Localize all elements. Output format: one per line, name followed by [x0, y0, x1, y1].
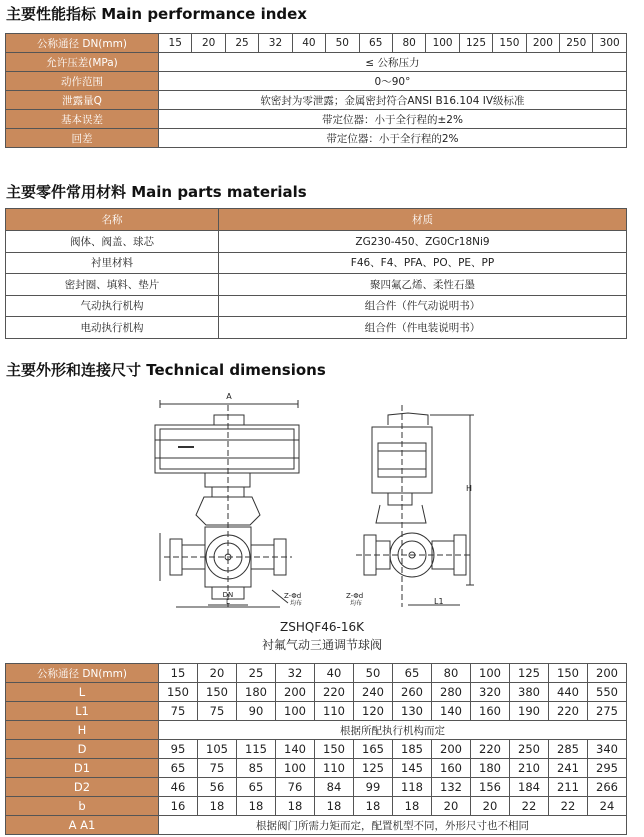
dimensions-cell: 75 — [159, 702, 198, 721]
dimensions-row — [6, 721, 627, 740]
materials-part-material: 组合件（件气动说明书） — [219, 295, 627, 317]
dimensions-cell: 165 — [354, 740, 393, 759]
dimensions-header-cell: 150 — [549, 664, 588, 683]
dimensions-cell: 130 — [393, 702, 432, 721]
dimensions-cell: 65 — [237, 778, 276, 797]
materials-title: 主要零件常用材料 Main parts materials — [6, 183, 307, 201]
dimensions-row — [6, 702, 627, 721]
dim-label-h: H — [466, 484, 473, 493]
dimensions-cell: 100 — [276, 759, 315, 778]
dimensions-cell: 210 — [510, 759, 549, 778]
materials-part-name: 密封圈、填料、垫片 — [6, 274, 219, 296]
materials-table — [5, 208, 627, 339]
dimensions-cell: 150 — [315, 740, 354, 759]
dimensions-row — [6, 683, 627, 702]
dimensions-table — [5, 663, 627, 835]
dimensions-cell: 24 — [588, 797, 627, 816]
performance-header-cell: 100 — [426, 34, 459, 53]
dimensions-cell: 250 — [510, 740, 549, 759]
performance-row-label: 基本误差 — [6, 110, 159, 129]
dimensions-row-label: b — [6, 797, 159, 816]
dimensions-cell: 120 — [354, 702, 393, 721]
dim-label-dn: DN — [222, 591, 234, 599]
dim-label-a: A — [226, 392, 232, 401]
dimensions-row-span: 根据阀门所需力矩而定，配置机型不同，外形尺寸也不相同 — [159, 816, 627, 835]
model-code: ZSHQF46-16K — [280, 620, 364, 634]
performance-header-cell: 15 — [159, 34, 192, 53]
dim-label-note1: 均布 — [290, 600, 303, 607]
dimensions-cell: 150 — [198, 683, 237, 702]
dimensions-cell: 220 — [315, 683, 354, 702]
performance-header-cell: 65 — [359, 34, 392, 53]
performance-table — [5, 33, 627, 148]
performance-header-cell: 50 — [326, 34, 359, 53]
performance-header-row — [6, 34, 627, 53]
dimensions-cell: 140 — [276, 740, 315, 759]
dim-label-note2: 均布 — [350, 600, 363, 607]
performance-header-cell: 150 — [493, 34, 526, 53]
performance-row — [6, 110, 627, 129]
dimensions-header-row — [6, 664, 627, 683]
dimensions-cell: 125 — [354, 759, 393, 778]
dimensions-cell: 18 — [237, 797, 276, 816]
dimensions-cell: 95 — [159, 740, 198, 759]
dimensions-row-label: L — [6, 683, 159, 702]
dimensions-header-cell: 32 — [276, 664, 315, 683]
dimensions-cell: 56 — [198, 778, 237, 797]
dimensions-cell: 110 — [315, 759, 354, 778]
dimensions-cell: 18 — [393, 797, 432, 816]
dimensions-cell: 20 — [471, 797, 510, 816]
dimensions-cell: 320 — [471, 683, 510, 702]
dimensions-cell: 75 — [198, 759, 237, 778]
dimensions-cell: 85 — [237, 759, 276, 778]
performance-header-label: 公称通径 DN(mm) — [6, 34, 159, 53]
dimensions-cell: 240 — [354, 683, 393, 702]
materials-part-material: ZG230-450、ZG0Cr18Ni9 — [219, 231, 627, 253]
dimensions-header-cell: 65 — [393, 664, 432, 683]
dimensions-header-cell: 125 — [510, 664, 549, 683]
dimensions-row-label: D — [6, 740, 159, 759]
materials-row — [6, 252, 627, 274]
performance-header-cell: 300 — [593, 34, 626, 53]
dimensions-cell: 110 — [315, 702, 354, 721]
dimensions-cell: 90 — [237, 702, 276, 721]
dimensions-cell: 295 — [588, 759, 627, 778]
dimensions-cell: 99 — [354, 778, 393, 797]
materials-part-name: 气动执行机构 — [6, 295, 219, 317]
dimensions-cell: 84 — [315, 778, 354, 797]
dimensions-cell: 550 — [588, 683, 627, 702]
dimensions-title: 主要外形和连接尺寸 Technical dimensions — [6, 361, 326, 379]
materials-part-material: 聚四氟乙烯、柔性石墨 — [219, 274, 627, 296]
performance-row-value: ≤ 公称压力 — [159, 53, 627, 72]
dimensions-cell: 150 — [159, 683, 198, 702]
dimensions-cell: 76 — [276, 778, 315, 797]
performance-row — [6, 129, 627, 148]
performance-row-label: 动作范围 — [6, 72, 159, 91]
dimensions-cell: 156 — [471, 778, 510, 797]
dimensions-row-span: 根据所配执行机构而定 — [159, 721, 627, 740]
dimensions-cell: 275 — [588, 702, 627, 721]
performance-row-label: 允许压差(MPa) — [6, 53, 159, 72]
performance-header-cell: 25 — [225, 34, 258, 53]
dimensions-cell: 22 — [510, 797, 549, 816]
performance-header-cell: 250 — [560, 34, 593, 53]
dimensions-row-label: L1 — [6, 702, 159, 721]
dimensions-cell: 285 — [549, 740, 588, 759]
dimensions-row — [6, 797, 627, 816]
dimensions-cell: 184 — [510, 778, 549, 797]
dimensions-cell: 18 — [276, 797, 315, 816]
dimensions-cell: 140 — [432, 702, 471, 721]
materials-part-material: F46、F4、PFA、PO、PE、PP — [219, 252, 627, 274]
dimensions-cell: 440 — [549, 683, 588, 702]
dimensions-header-cell: 80 — [432, 664, 471, 683]
dimensions-cell: 185 — [393, 740, 432, 759]
dimensions-cell: 18 — [354, 797, 393, 816]
materials-header-cell: 材质 — [219, 209, 627, 231]
performance-header-cell: 40 — [292, 34, 325, 53]
dimensions-cell: 180 — [237, 683, 276, 702]
dimensions-cell: 115 — [237, 740, 276, 759]
valve-drawing — [0, 385, 644, 615]
dimensions-cell: 118 — [393, 778, 432, 797]
dimensions-cell: 105 — [198, 740, 237, 759]
dimensions-cell: 160 — [471, 702, 510, 721]
dimensions-cell: 260 — [393, 683, 432, 702]
materials-part-name: 阀体、阀盖、球芯 — [6, 231, 219, 253]
dimensions-row — [6, 816, 627, 835]
dimensions-header-label: 公称通径 DN(mm) — [6, 664, 159, 683]
materials-row — [6, 274, 627, 296]
dimensions-row-label: D1 — [6, 759, 159, 778]
performance-header-cell: 32 — [259, 34, 292, 53]
materials-row — [6, 231, 627, 253]
dimensions-cell: 100 — [276, 702, 315, 721]
dimensions-cell: 65 — [159, 759, 198, 778]
dimensions-cell: 220 — [549, 702, 588, 721]
dimensions-cell: 200 — [432, 740, 471, 759]
performance-row-value: 0～90° — [159, 72, 627, 91]
performance-row — [6, 91, 627, 110]
dimensions-cell: 241 — [549, 759, 588, 778]
dimensions-row-label: H — [6, 721, 159, 740]
dimensions-cell: 145 — [393, 759, 432, 778]
performance-row-value: 带定位器：小于全行程的2% — [159, 129, 627, 148]
materials-row — [6, 317, 627, 339]
dimensions-header-cell: 40 — [315, 664, 354, 683]
performance-row — [6, 53, 627, 72]
dimensions-header-cell: 15 — [159, 664, 198, 683]
dimensions-cell: 180 — [471, 759, 510, 778]
performance-row-value: 软密封为零泄露；金属密封符合ANSI B16.104 IV级标准 — [159, 91, 627, 110]
dimensions-cell: 280 — [432, 683, 471, 702]
performance-header-cell: 80 — [392, 34, 425, 53]
dimensions-cell: 220 — [471, 740, 510, 759]
dimensions-cell: 266 — [588, 778, 627, 797]
dimensions-header-cell: 25 — [237, 664, 276, 683]
dimensions-cell: 190 — [510, 702, 549, 721]
dimensions-cell: 18 — [198, 797, 237, 816]
materials-header-row — [6, 209, 627, 231]
performance-header-cell: 125 — [459, 34, 492, 53]
materials-part-name: 衬里材料 — [6, 252, 219, 274]
performance-row-label: 泄露量Q — [6, 91, 159, 110]
dimensions-cell: 340 — [588, 740, 627, 759]
dimensions-cell: 211 — [549, 778, 588, 797]
dimensions-header-cell: 200 — [588, 664, 627, 683]
dimensions-cell: 16 — [159, 797, 198, 816]
dimensions-cell: 18 — [315, 797, 354, 816]
materials-part-name: 电动执行机构 — [6, 317, 219, 339]
materials-header-cell: 名称 — [6, 209, 219, 231]
dimensions-cell: 200 — [276, 683, 315, 702]
performance-header-cell: 200 — [526, 34, 559, 53]
dim-label-bolt1: Z-Φd — [284, 592, 302, 600]
dimensions-cell: 20 — [432, 797, 471, 816]
dimensions-row — [6, 759, 627, 778]
materials-row — [6, 295, 627, 317]
performance-row-label: 回差 — [6, 129, 159, 148]
materials-part-material: 组合件（件电装说明书） — [219, 317, 627, 339]
dimensions-header-cell: 50 — [354, 664, 393, 683]
dimensions-row — [6, 778, 627, 797]
dimensions-row — [6, 740, 627, 759]
dim-label-l: L — [226, 598, 230, 606]
dim-label-l1: L1 — [434, 597, 444, 606]
dimensions-header-cell: 100 — [471, 664, 510, 683]
dimensions-cell: 132 — [432, 778, 471, 797]
dimensions-row-label: D2 — [6, 778, 159, 797]
dimensions-cell: 380 — [510, 683, 549, 702]
dimensions-cell: 22 — [549, 797, 588, 816]
dimensions-header-cell: 20 — [198, 664, 237, 683]
dimensions-cell: 160 — [432, 759, 471, 778]
performance-title: 主要性能指标 Main performance index — [6, 5, 307, 23]
performance-row-value: 带定位器：小于全行程的±2% — [159, 110, 627, 129]
dim-label-bolt2: Z-Φd — [346, 592, 364, 600]
dimensions-cell: 75 — [198, 702, 237, 721]
performance-header-cell: 20 — [192, 34, 225, 53]
performance-row — [6, 72, 627, 91]
dimensions-cell: 46 — [159, 778, 198, 797]
dimensions-row-label: A A1 — [6, 816, 159, 835]
model-name: 衬氟气动三通调节球阀 — [261, 638, 382, 652]
